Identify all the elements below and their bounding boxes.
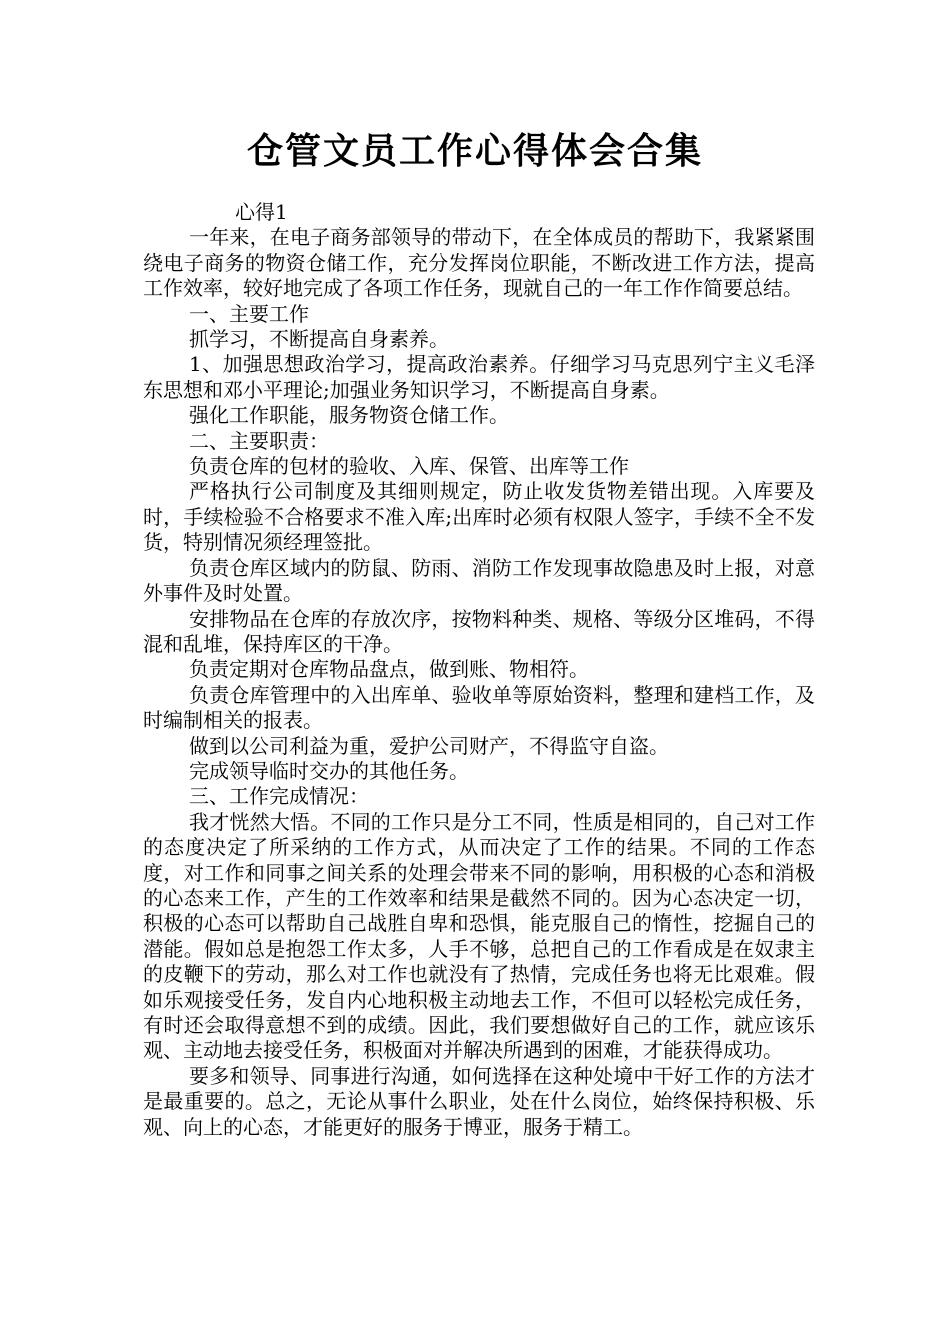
paragraph: 三、工作完成情况： [189,784,369,809]
document-body [143,200,815,1140]
paragraph: 负责定期对仓库物品盘点，做到账、物相符。 [189,657,589,682]
document-title: 仓管文员工作心得体会合集 [246,131,703,172]
paragraph: 负责仓库管理中的入出库单、验收单等原始资料，整理和建档工作，及时编制相关的报表。 [143,682,815,733]
paragraph: 抓学习，不断提高自身素养。 [189,327,449,352]
paragraph: 我才恍然大悟。不同的工作只是分工不同，性质是相同的，自己对工作的态度决定了所采纳的工作方式，从而决定了工作的结果。不同的工作态度，对工作和同事之间关系的处理会带来不同的影响，用积极的心态和消极的心态来工作，产生的工作效率和结果是截然不同的。因为心态决定一切，积极的心态可以帮助自己战胜自卑和恐惧，能克服自己的惰性，挖掘自己的潜能。假如总是抱怨工作太多，人手不够，总把自己的工作看成是在奴隶主的皮鞭下的劳动，那么对工作也就没有了热情，完成任务也将无比艰难。假如乐观接受任务，发自内心地积极主动地去工作，不但可以轻松完成任务，有时还会取得意想不到的成绩。因此，我们要想做好自己的工作，就应该乐观、主动地去接受任务，积极面对并解决所遇到的困难，才能获得成功。 [143,809,815,1063]
paragraph: 1、加强思想政治学习，提高政治素养。仔细学习马克思列宁主义毛泽东思想和邓小平理论;加强业务知识学习，不断提高自身素。 [143,352,815,402]
paragraph: 一、主要工作 [189,301,309,326]
paragraph: 负责仓库区域内的防鼠、防雨、消防工作发现事故隐患及时上报，对意外事件及时处置。 [143,555,815,606]
section-heading: 心得1 [235,200,288,224]
paragraph: 做到以公司利益为重，爱护公司财产，不得监守自盗。 [189,733,669,758]
paragraph: 要多和领导、同事进行沟通，如何选择在这种处境中干好工作的方法才是最重要的。总之，无论从事什么职业，处在什么岗位，始终保持积极、乐观、向上的心态，才能更好的服务于博亚，服务于精工。 [143,1063,815,1139]
paragraph: 强化工作职能，服务物资仓储工作。 [189,403,509,428]
paragraph: 负责仓库的包材的验收、入库、保管、出库等工作 [189,454,629,479]
paragraph: 完成领导临时交办的其他任务。 [189,758,469,783]
paragraph: 二、主要职责： [189,428,329,453]
paragraph: 安排物品在仓库的存放次序，按物料种类、规格、等级分区堆码，不得混和乱堆，保持库区的干净。 [143,606,815,656]
paragraph: 一年来，在电子商务部领导的带动下，在全体成员的帮助下，我紧紧围绕电子商务的物资仓储工作，充分发挥岗位职能，不断改进工作方法，提高工作效率，较好地完成了各项工作任务，现就自己的一年工作作简要总结。 [143,225,815,301]
paragraph: 严格执行公司制度及其细则规定，防止收发货物差错出现。入库要及时，手续检验不合格要求不准入库;出库时必须有权限人签字，手续不全不发货，特别情况须经理签批。 [143,479,815,555]
